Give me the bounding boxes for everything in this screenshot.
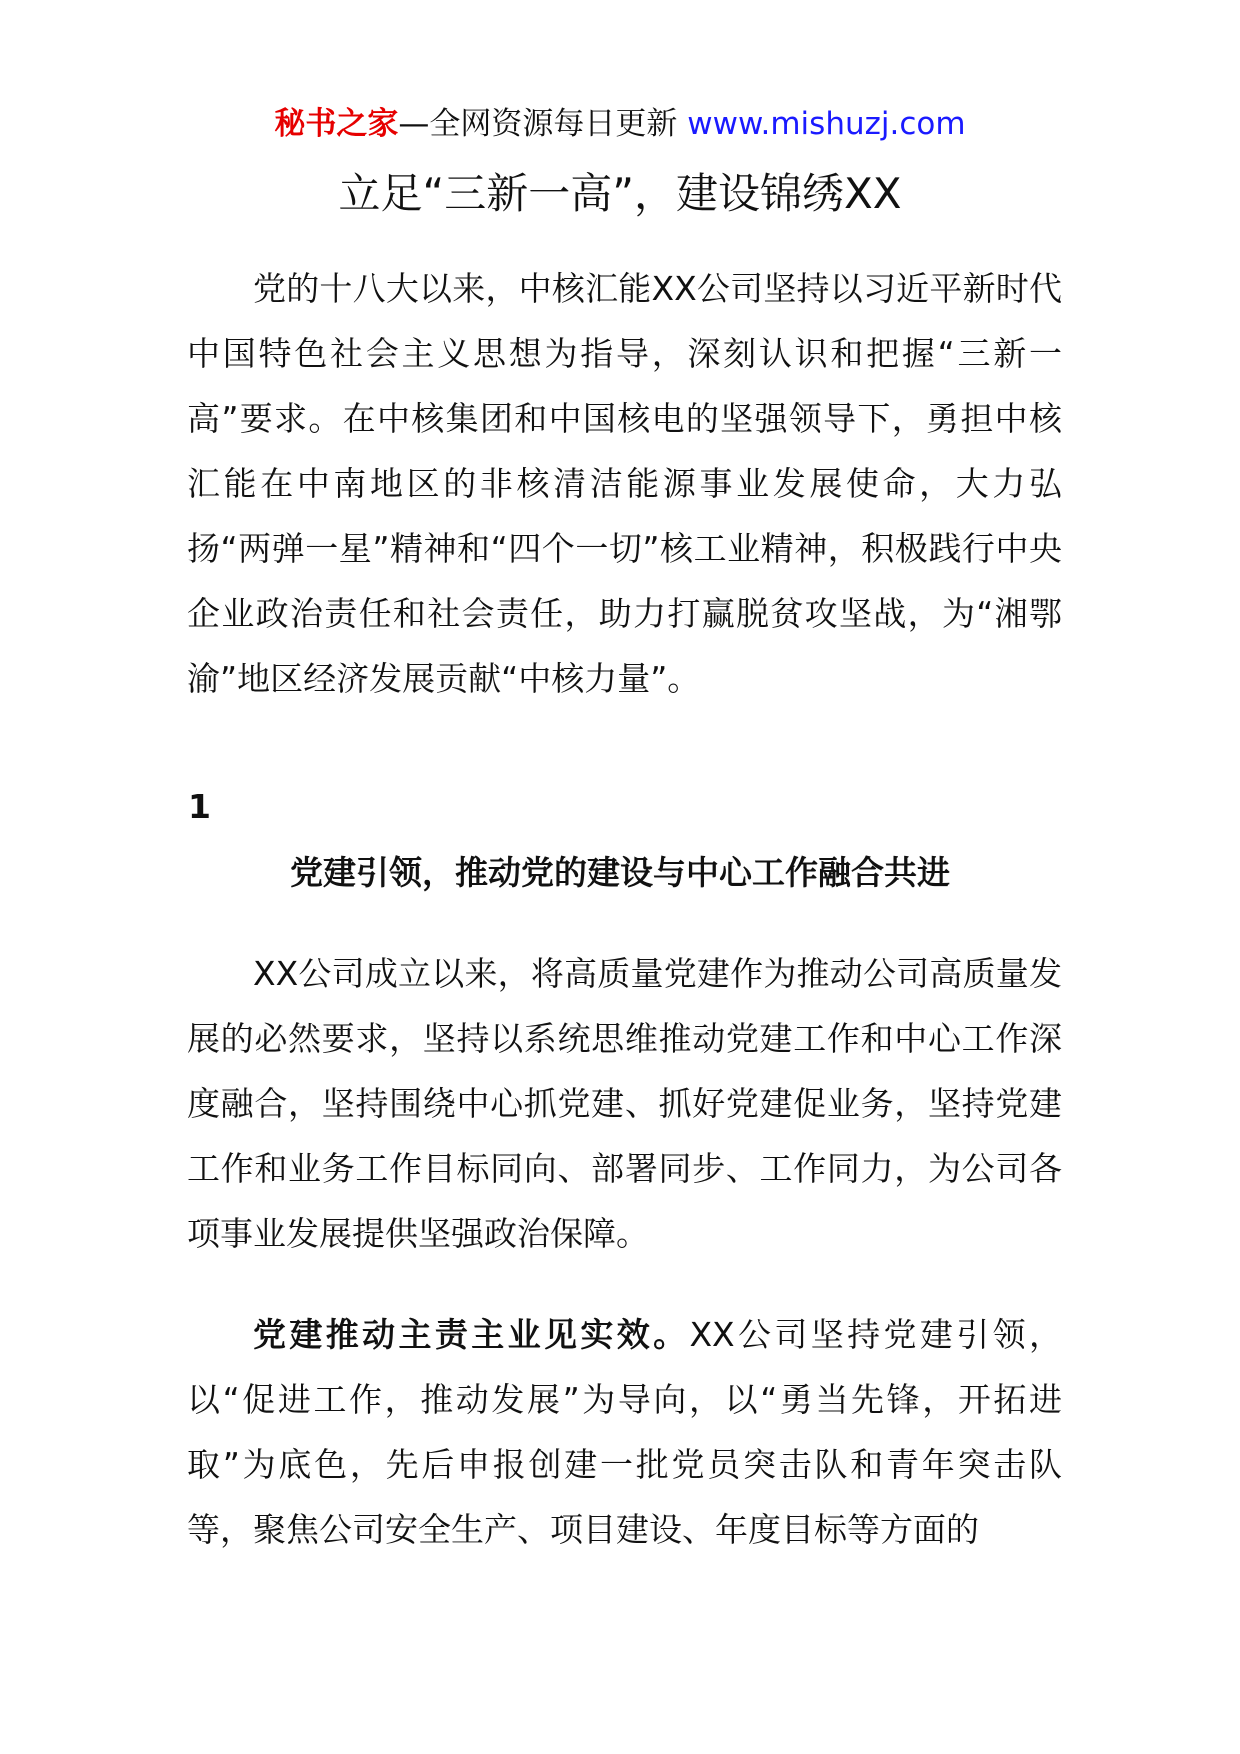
section-paragraph-1: XX公司成立以来，将高质量党建作为推动公司高质量发展的必然要求，坚持以系统思维推动党建工作和中心工作深度融合，坚持围绕中心抓党建、抓好党建促业务，坚持党建工作和业务工作目标同向、部署同步、工作同力，为公司各项事业发展提供坚强政治保障。	[187, 954, 1062, 1253]
site-name: 秘书之家	[274, 106, 399, 142]
paragraph-lead-phrase: 党建推动主责主业见实效。	[253, 1315, 690, 1354]
site-header	[0, 100, 1240, 148]
paragraph-body-text: XX公司坚持党建引领，以“促进工作，推动发展”为导向，以“勇当先锋，开拓进取”为底色，先后申报创建一批党员突击队和青年突击队等，聚焦公司安全生产、项目建设、年度目标等方面的	[187, 1315, 1063, 1549]
section-number: 1	[188, 787, 211, 826]
site-slogan: —全网资源每日更新	[398, 106, 678, 142]
section-paragraph-2	[187, 1302, 1062, 1562]
section-heading: 党建引领，推动党的建设与中心工作融合共进	[290, 853, 950, 892]
site-url-link[interactable]: www.mishuzj.com	[687, 106, 966, 142]
document-title: 立足“三新一高”，建设锦绣XX	[338, 169, 902, 218]
intro-paragraph: 党的十八大以来，中核汇能XX公司坚持以习近平新时代中国特色社会主义思想为指导，深刻认识和把握“三新一高”要求。在中核集团和中国核电的坚强领导下，勇担中核汇能在中南地区的非核清洁能源事业发展使命，大力弘扬“两弹一星”精神和“四个一切”核工业精神，积极践行中央企业政治责任和社会责任，助力打赢脱贫攻坚战，为“湘鄂渝”地区经济发展贡献“中核力量”。	[187, 269, 1062, 698]
